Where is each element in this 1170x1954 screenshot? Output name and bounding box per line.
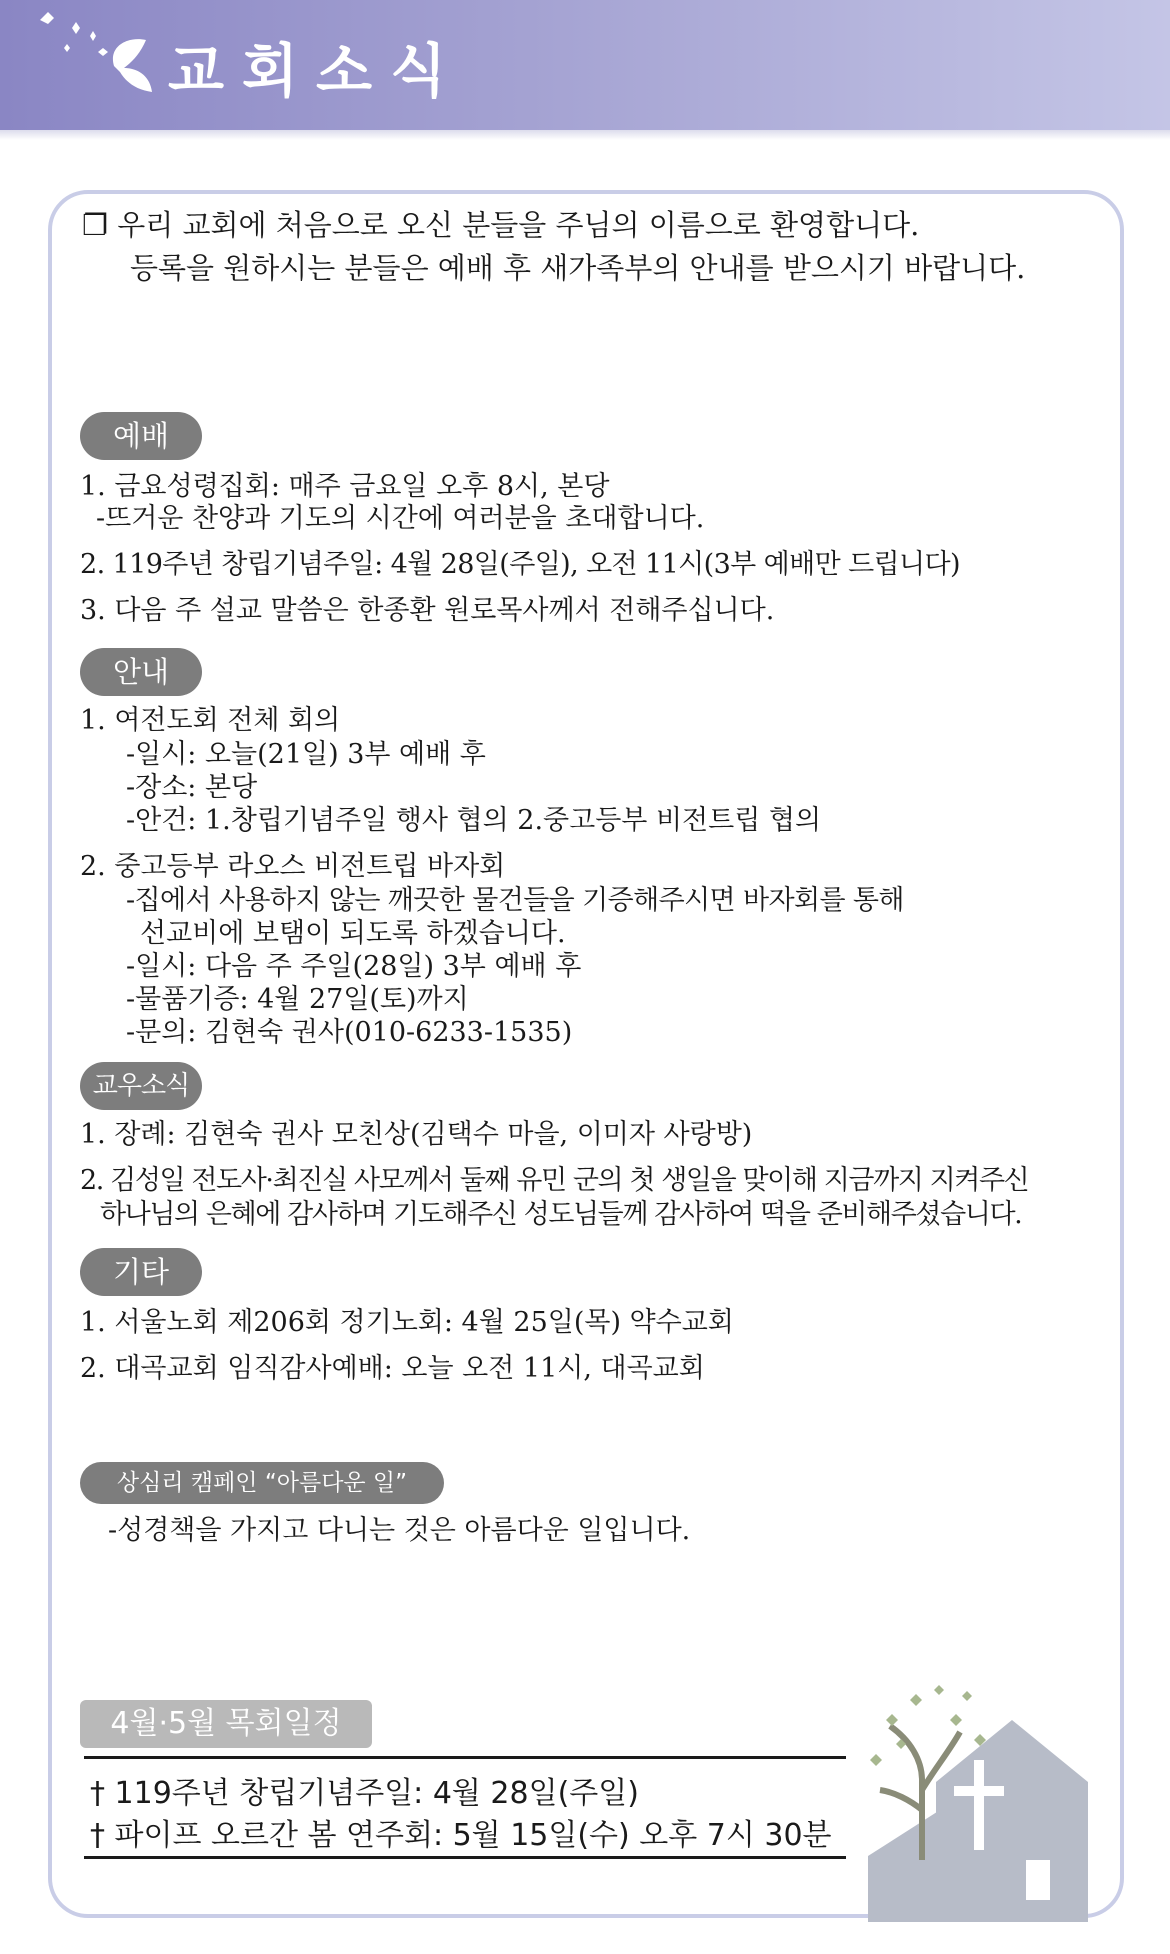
schedule-item-2: † 파이프 오르간 봄 연주회: 5월 15일(수) 오후 7시 30분 — [90, 1818, 832, 1853]
schedule-item-1: † 119주년 창립기념주일: 4월 28일(주일) — [90, 1776, 639, 1811]
section-label-other: 기타 — [80, 1248, 202, 1296]
schedule-bottom-rule — [84, 1856, 846, 1859]
page-title: 교회소식 — [168, 37, 465, 105]
welcome-text-1: 우리 교회에 처음으로 오신 분들을 주님의 이름으로 환영합니다. — [117, 208, 920, 242]
members-item-2: 2. 김성일 전도사·최진실 사모께서 둘째 유민 군의 첫 생일을 맞이해 지금까지 지켜주신 — [80, 1165, 1029, 1196]
notice-item-1-place: -장소: 본당 — [126, 772, 258, 803]
notice-item-2-desc: -집에서 사용하지 않는 깨끗한 물건들을 기증해주시면 바자회를 통해 — [126, 885, 904, 916]
notice-item-2-contact: -문의: 김현숙 권사(010-6233-1535) — [126, 1017, 573, 1048]
square-bullet-icon: ❐ — [82, 208, 108, 242]
campaign-text: -성경책을 가지고 다니는 것은 아름다운 일입니다. — [108, 1515, 691, 1546]
notice-item-1-date: -일시: 오늘(21일) 3부 예배 후 — [126, 739, 486, 770]
section-label-notice: 안내 — [80, 648, 202, 696]
section-label-worship: 예배 — [80, 412, 202, 460]
other-item-2: 2. 대곡교회 임직감사예배: 오늘 오전 11시, 대곡교회 — [80, 1353, 705, 1384]
campaign-label: 상심리 캠페인 “아름다운 일” — [80, 1462, 444, 1504]
schedule-label: 4월·5월 목회일정 — [80, 1700, 372, 1748]
notice-item-2-donation: -물품기증: 4월 27일(토)까지 — [126, 984, 469, 1015]
section-label-members: 교우소식 — [80, 1062, 202, 1110]
header-banner — [0, 0, 1170, 130]
notice-item-1-agenda: -안건: 1.창립기념주일 행사 협의 2.중고등부 비전트립 협의 — [126, 805, 822, 836]
content-panel — [48, 190, 1124, 1918]
header-shadow — [0, 130, 1170, 140]
worship-item-3: 3. 다음 주 설교 말씀은 한종환 원로목사께서 전해주십니다. — [80, 595, 775, 626]
other-item-1: 1. 서울노회 제206회 정기노회: 4월 25일(목) 약수교회 — [80, 1307, 734, 1338]
church-illustration-icon — [850, 1660, 1100, 1922]
notice-item-1: 1. 여전도회 전체 회의 — [80, 705, 341, 736]
worship-item-1: 1. 금요성령집회: 매주 금요일 오후 8시, 본당 — [80, 471, 610, 502]
notice-item-2: 2. 중고등부 라오스 비전트립 바자회 — [80, 851, 506, 882]
worship-item-2: 2. 119주년 창립기념주일: 4월 28일(주일), 오전 11시(3부 예배만 드립니다) — [80, 549, 960, 580]
schedule-top-rule — [84, 1756, 846, 1759]
members-item-2-cont: 하나님의 은혜에 감사하며 기도해주신 성도님들께 감사하여 떡을 준비해주셨습니다. — [100, 1199, 1022, 1230]
notice-item-2-desc-cont: 선교비에 보탬이 되도록 하겠습니다. — [140, 918, 566, 949]
notice-item-2-date: -일시: 다음 주 주일(28일) 3부 예배 후 — [126, 951, 582, 982]
welcome-line-2: 등록을 원하시는 분들은 예배 후 새가족부의 안내를 받으시기 바랍니다. — [130, 251, 1026, 285]
welcome-line-1 — [82, 204, 1122, 247]
worship-item-1-detail: -뜨거운 찬양과 기도의 시간에 여러분을 초대합니다. — [96, 503, 705, 534]
butterfly-icon — [28, 6, 168, 96]
welcome-message — [82, 204, 1122, 290]
members-item-1: 1. 장례: 김현숙 권사 모친상(김택수 마을, 이미자 사랑방) — [80, 1119, 753, 1150]
